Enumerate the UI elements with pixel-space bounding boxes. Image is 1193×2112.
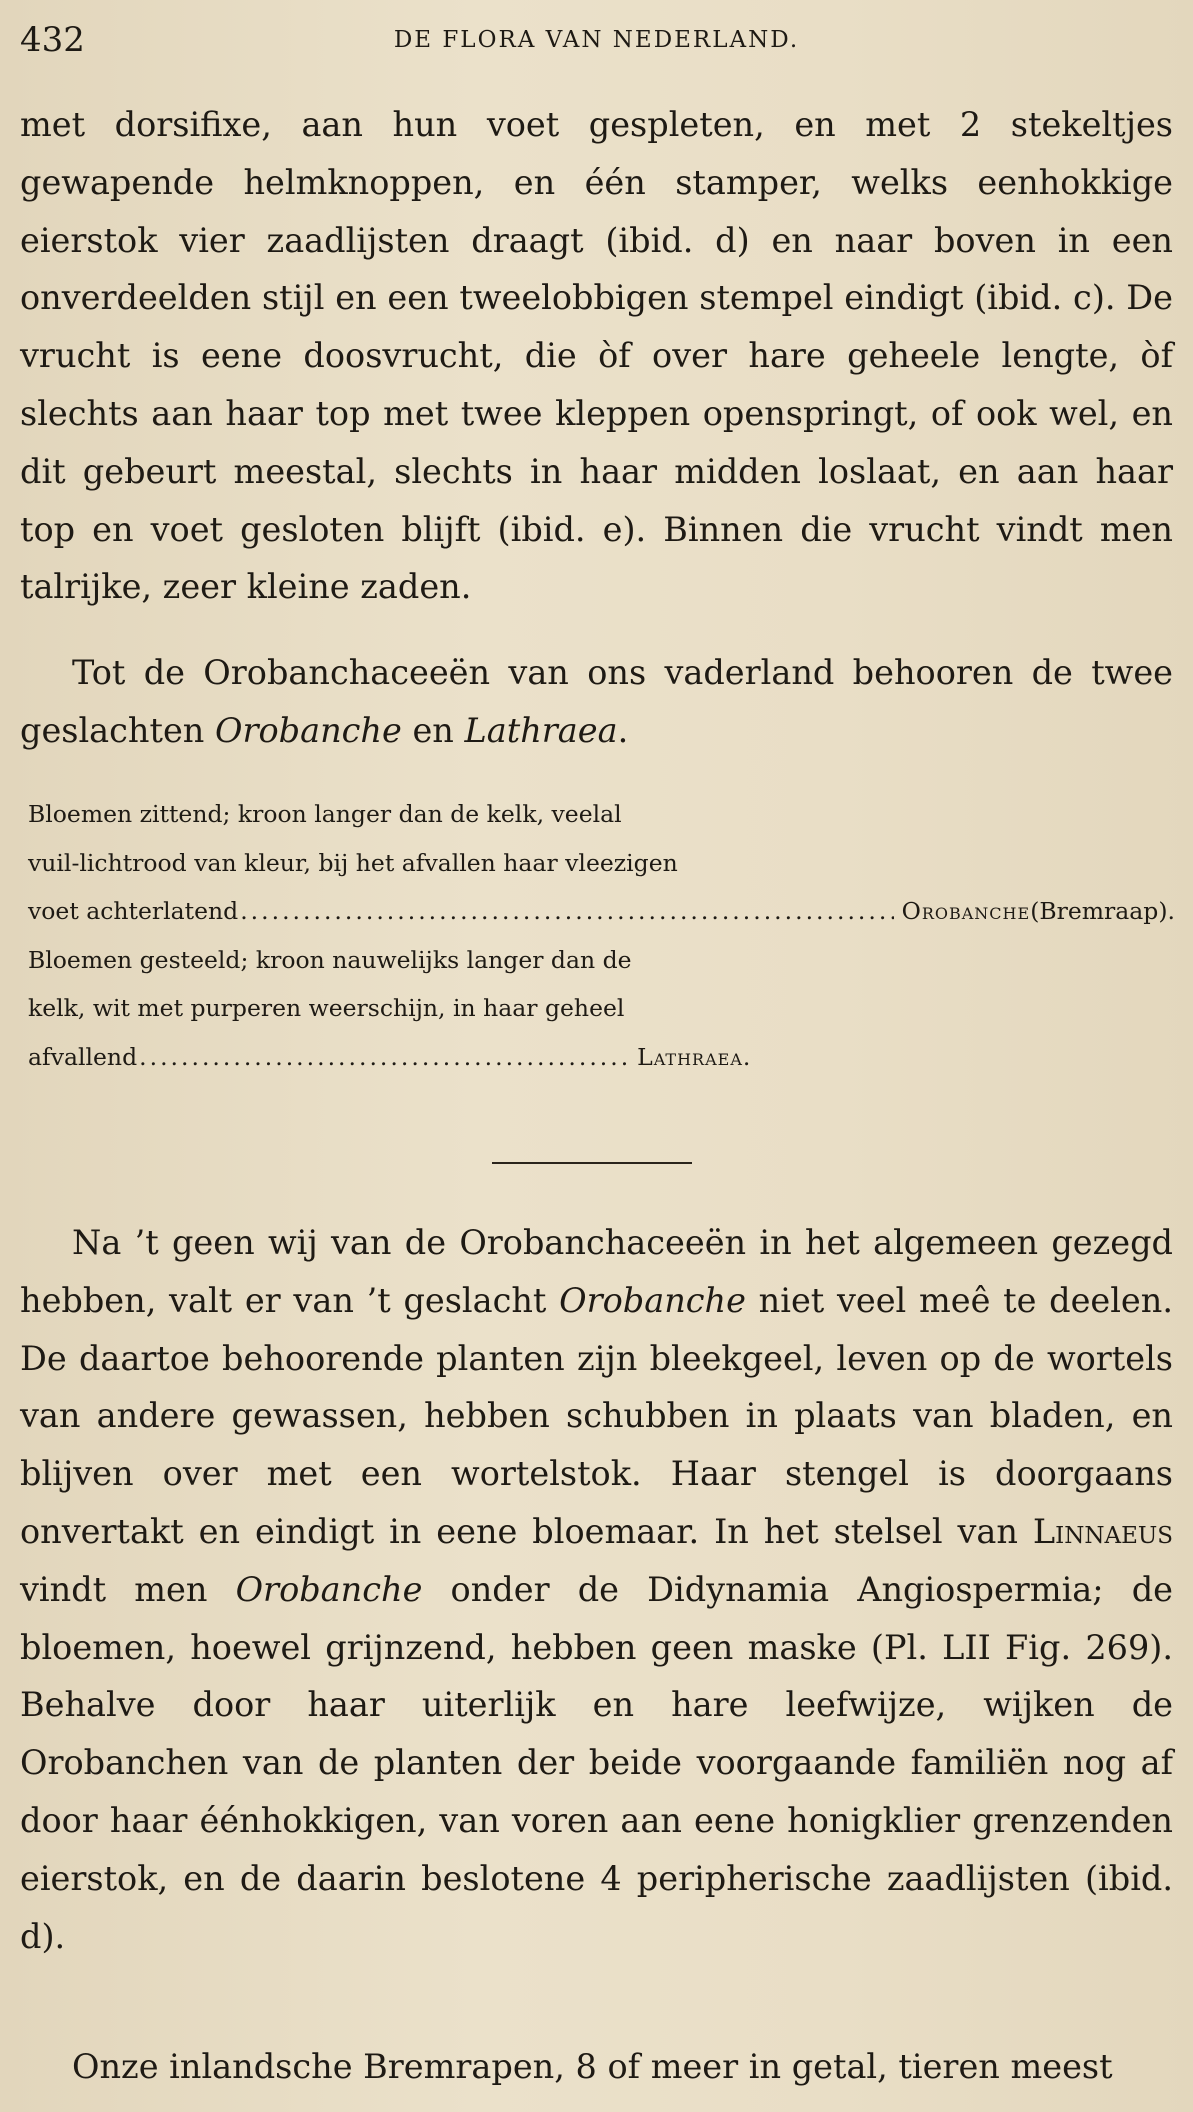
author-name: Linnaeus <box>1032 1511 1173 1551</box>
paragraph-genera-intro <box>20 644 1173 760</box>
key-result-genus: Lathraea <box>637 1042 743 1071</box>
key-result-genus: Orobanche <box>901 897 1031 925</box>
page-number: 432 <box>20 20 85 60</box>
page-header <box>20 18 1173 62</box>
key-lead-line: voet achterlatend <box>28 897 239 925</box>
dot-leader <box>139 1033 629 1082</box>
text-run: Na ’t geen wij van de Orobanchaceeën in het algemeen gezegd hebben, valt er van ’t geslacht <box>20 1223 1173 1320</box>
key-result-line <box>28 1033 1175 1082</box>
key-entry <box>28 790 1175 936</box>
genus-name: Orobanche <box>235 1569 423 1609</box>
key-result-line <box>28 887 1175 936</box>
text-run: en <box>401 710 465 750</box>
key-lead-line: vuil-lichtrood van kleur, bij het afvallen haar vleezigen <box>28 848 678 877</box>
identification-key <box>28 790 1175 1081</box>
dot-leader <box>240 887 893 936</box>
paragraph-bremrapen: Onze inlandsche Bremrapen, 8 of meer in getal, tieren meest <box>72 2047 1113 2086</box>
text-run: vindt men <box>20 1569 236 1609</box>
genus-name: Orobanche <box>215 710 402 750</box>
section-divider <box>492 1162 692 1164</box>
key-result-note: . <box>742 1042 751 1071</box>
key-lead-line: Bloemen gesteeld; kroon nauwelijks langer dan de <box>28 945 632 974</box>
key-lead-line: afvallend <box>28 1042 138 1071</box>
paragraph-orobanche <box>20 1214 1173 1965</box>
text-run: . <box>617 710 629 750</box>
genus-name: Orobanche <box>559 1280 746 1320</box>
running-title: DE FLORA VAN NEDERLAND. <box>393 27 800 53</box>
key-entry <box>28 936 1175 1082</box>
key-lead-line: kelk, wit met purperen weerschijn, in haar geheel <box>28 994 625 1022</box>
text-run: niet veel meê te deelen. De daartoe behoorende planten zijn bleekgeel, leven op de wortels van andere gewassen, hebben schubben in plaats van bladen, en blijven over met een wortelstok. Haar stengel is doorgaans onvertakt en eindigt in eene bloemaar. In het stelsel van <box>20 1280 1173 1551</box>
key-lead-line: Bloemen zittend; kroon langer dan de kelk, veelal <box>28 800 622 828</box>
genus-name: Lathraea <box>464 710 618 750</box>
paragraph-flower-description: met dorsifixe, aan hun voet gespleten, en met 2 stekeltjes gewapende helmknoppen, en één stamper, welks eenhokkige eierstok vier zaadlijsten draagt (ibid. d) en naar boven in een onverdeelden stijl en een tweelobbigen stempel eindigt (ibid. c). De vrucht is eene doosvrucht, die òf over hare geheele lengte, òf slechts aan haar top met twee kleppen openspringt, of ook wel, en dit gebeurt meestal, slechts in haar midden loslaat, en aan haar top en voet gesloten blijft (ibid. e). Binnen die vrucht vindt men talrijke, zeer kleine zaden. <box>20 105 1173 607</box>
text-run: onder de Didynamia Angiospermia; de bloemen, hoewel grijnzend, hebben geen maske (Pl. LII Fig. 269). Behalve door haar uiterlijk en hare leefwijze, wijken de Orobanchen van de planten der beide voorgaande familiën nog af door haar éénhokkigen, van voren aan eene honigklier grenzenden eierstok, en de daarin beslotene 4 peripherische zaadlijsten (ibid. d). <box>20 1569 1173 1956</box>
key-result-note: (Bremraap). <box>1030 897 1175 925</box>
text-run: Tot de Orobanchaceeën van ons vaderland behooren de twee geslachten <box>20 653 1173 750</box>
